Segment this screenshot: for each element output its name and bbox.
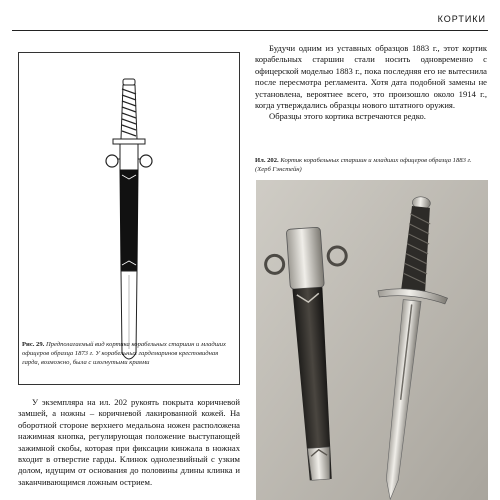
left-paragraph-1: У экземпляра на ил. 202 рукоять покрыта коричневой замшей, а ножны – коричневой лакированной кожей. На оборотной стороне верхнего медальона ножен расположена нажимная кнопка, регулирующая положение выступающей зажимной скобы, которая при фиксации кинжала в ножнах входит в отверстие гарды. Клинок однолезвийный с узким долом, идущим от основания до половины длины клинка и заканчивающимся ложным острием. bbox=[18, 397, 240, 487]
figure-29-label: Рис. 29. bbox=[22, 341, 45, 348]
left-column-text bbox=[18, 397, 240, 488]
right-paragraph-1: Будучи одним из уставных образцов 1883 г., этот кортик корабельных старшин стали носить одновременно с офицерской моделью 1883 г., пока последняя его не вытеснила после пересмотра регламента. Хотя дата подобной замены не установлена, вероятнее всего, это произошло около 1914 г., когда утверждались образцы нового штатного оружия. bbox=[255, 43, 487, 111]
figure-202-caption bbox=[255, 156, 487, 174]
dirk-drawing bbox=[19, 53, 241, 386]
figure-202-caption-text: Кортик корабельных старшин и младших офицеров образца 1883 г. (Херб Гэнстейн) bbox=[255, 157, 472, 173]
right-paragraph-2: Образцы этого кортика встречаются редко. bbox=[269, 111, 426, 122]
figure-29-caption-text: Предполагаемый вид кортика корабельных старшин и младших офицеров образца 1873 г. У корабельных гардемаринов крестовидная гарда, возможно, была с изогнутыми краями bbox=[22, 341, 226, 366]
right-column-text bbox=[255, 43, 487, 123]
header-rule bbox=[12, 30, 488, 31]
figure-29-caption bbox=[22, 340, 236, 367]
running-head: КОРТИКИ bbox=[437, 14, 486, 24]
figure-202-label: Ил. 202. bbox=[255, 157, 279, 164]
dirk-photo bbox=[256, 180, 488, 500]
figure-202-photo bbox=[256, 180, 488, 500]
figure-29-frame bbox=[18, 52, 240, 385]
